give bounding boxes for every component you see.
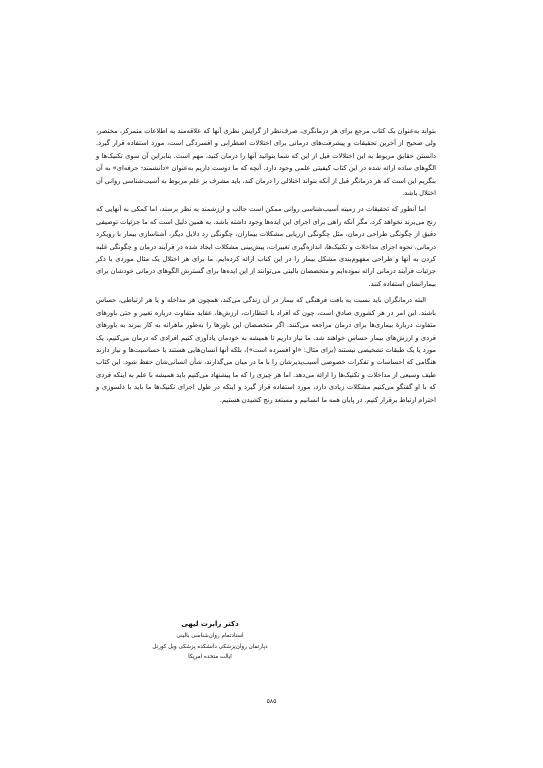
author-name: دکتر رابرت لیهی (181, 620, 239, 628)
author-country: ایالت متحده امریکا (188, 654, 232, 660)
paragraph-2: اما آنطور که تحقیقات در زمینه آسیب‌شناسی روانی ممکن است جالب و ارزشمند به نظر برسند، اما کمکی به آنهایی که رنج می‌برند نخواهد کرد، مگر آنکه راهی برای اجرای این ایده‌ها وجود داشته باشد. به همین دلیل است که ما جزئیات توصیفی دقیق از چگونگی طراحی درمان، مثل چگونگی ارزیابی مشکلات بیماران، چگونگی رد دلایل دیگر، آشناسازی بیمار با رویکرد درمانی، نحوه اجرای مداخلات و تکنیک‌ها، اندازه‌گیری تغییرات، پیش‌بینی مشکلات ایجاد شده در فرآیند درمان و چگونگی غلبه کردن به آنها و طراحی مفهوم‌بندی مشکل بیمار را در این کتاب ارائه کرده‌ایم. ما برای هر اختلال یک مثال موردی با ذکر جزئیات فرآیند درمانی ارائه نموده‌ایم و متخصصان بالینی می‌توانند از این ایده‌ها برای گسترش الگوهای درمانی خودشان برای بیمارانشان استفاده کنند. (96, 205, 436, 288)
author-department: دپارتمان روان‌پزشکی دانشکده پزشکی ویل کورنل (152, 643, 268, 650)
signature-block (150, 618, 270, 663)
page-number: ۵۸۵ (266, 698, 277, 705)
paragraph-1: بتواند به‌عنوان یک کتاب مرجع برای هر درمانگری، صرف‌نظر از گرایش نظری آنها که علاقه‌مند به اطلاعات متمرکز، مختصر، ولی صحیح از آخرین تحقیقات و پیشرفت‌های درمانی برای اختلالات اضطرابی و افسردگی است، مورد استفاده قرار گیرد. دانستن حقایق مربوط به این اختلالات قبل از این که شما بتوانید آنها را درمان کنید، مهم است. بنابراین آن سوی تکنیک‌ها و الگوهای ساده ارائه شده در این کتاب کیفیتی علمی وجود دارد. آنچه که ما دوست داریم به‌عنوان «دانشمند- حرفه‌ای» به آن بنگریم این است که هر درمانگر قبل از آنکه بتواند اختلالی را درمان کند، باید مشرف بر علم مربوط به آسیب‌شناسی روانی آن اختلال باشد. (96, 127, 436, 198)
body-text (96, 125, 436, 410)
author-title: استادتمام روان‌شناسی بالینی (176, 633, 244, 639)
paragraph-3: البته درمانگران باید نسبت به بافت فرهنگی که بیمار در آن زندگی می‌کند، همچون هر مداخله و یا هر ارتباطی، حساس باشند. این امر در هر کشوری صادق است، چون که افراد با انتظارات، ارزش‌ها، عقاید متفاوت درباره تغییر و حتی باورهای متفاوت دربارهٔ بیماری‌ها برای درمان مراجعه می‌کنند. اگر متخصصان این باورها را به‌طور ماهرانه به کار ببرند به باورهای فردی و ارزش‌های بیمار حساس خواهند شد. ما نیاز داریم تا همیشه به خودمان یادآوری کنیم افرادی که درمان می‌کنیم، یک مورد یا یک طبقات تشخیصی نیستند (برای مثال: «او افسرده است»)، بلکه آنها انسان‌هایی هستند با حساسیت‌ها و نیاز دارند هنگامی که احساسات و تفکرات خصوصی آسیب‌پذیرشان را با ما در میان می‌گذارند، شأن انسانی‌شان حفظ شود. این کتاب طیف وسیعی از مداخلات و تکنیک‌ها را ارائه می‌دهد. اما هر چیزی را که ما پیشنهاد می‌کنیم باید همیشه با علم به اینکه فردی که با او گفتگو می‌کنیم مشکلات زیادی دارد، مورد استفاده قرار گیرد و اینکه در طول اجرای تکنیک‌ها ما باید با دلسوزی و احترام ارتباط برقرار کنیم. در پایان همه ما انسانیم و مستعد رنج کشیدن هستیم. (96, 296, 436, 404)
